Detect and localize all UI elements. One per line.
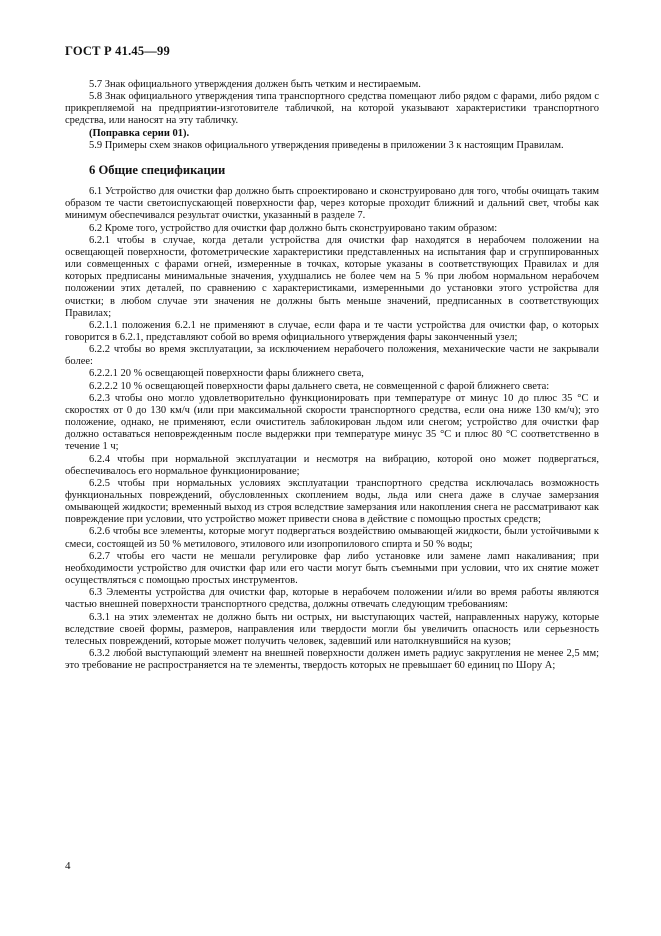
paragraph-6-2-6: 6.2.6 чтобы все элементы, которые могут подвергаться воздействию омывающей жидкости, были устойчивыми к смеси, состоящей из 50 % метилового, этилового или изопропилового спирта и 50 % воды; (65, 526, 599, 550)
paragraph-6-2-1: 6.2.1 чтобы в случае, когда детали устройства для очистки фар находятся в нерабочем положении на освещающей поверхности, фотометрические характеристики представленных на испытания фар и сгруппированных или совмещенных с фарами огней, измеренные в точках, которые указаны в соответствующих Правилах и для которых предписаны минимальные значения, ухудшались не более чем на 5 % при любом нормальном нерабочем положении этих деталей, по сравнению с характеристиками, измеренными до установки этого устройства для очистки; в любом случае эти значения не должны быть меньше значений, предписанных в соответствующих Правилах; (65, 234, 599, 319)
paragraph-6-2-2: 6.2.2 чтобы во время эксплуатации, за исключением нерабочего положения, механические части не закрывали более: (65, 344, 599, 368)
paragraph-5-7: 5.7 Знак официального утверждения должен быть четким и нестираемым. (89, 79, 421, 90)
document-body (65, 79, 599, 672)
paragraph-6-2-1-1: 6.2.1.1 положения 6.2.1 не применяют в случае, если фара и те части устройства для очистки фар, о которых говорится в 6.2.1, представляют собой во время официального утверждения фары законченный узел; (65, 319, 599, 343)
paragraph-6-2-2-2: 6.2.2.2 10 % освещающей поверхности фары дальнего света, не совмещенной с фарой ближнего света: (89, 380, 550, 392)
paragraph-6-3-2: 6.3.2 любой выступающий элемент на внешней поверхности должен иметь радиус закругления не менее 2,5 мм; это требование не распространяется на те элементы, твердость которых не превышает 60 единиц по Шору А; (65, 648, 599, 672)
paragraph-6-2-4: 6.2.4 чтобы при нормальной эксплуатации и несмотря на вибрацию, которой оно может подвергаться, обеспечивалось его нормальное функционирование; (65, 453, 599, 477)
paragraph-6-1: 6.1 Устройство для очистки фар должно быть спроектировано и сконструировано для того, чтобы очищать таким образом те части светоиспускающей поверхности фар, через которые проходит ближний и дальний свет, чтобы как минимум обеспечивался результат очистки, указанный в разделе 7. (65, 186, 599, 222)
document-header: ГОСТ Р 41.45—99 (65, 44, 170, 58)
section-title: 6 Общие спецификации (89, 162, 226, 177)
paragraph-6-2-5: 6.2.5 чтобы при нормальных условиях эксплуатации транспортного средства исключалась возможность функциональных повреждений, обусловленных скоплением воды, льда или снега даже в случае замерзания омывающей жидкости; временный выход из строя вследствие замерзания или накопления снега не рассматривают как повреждение при условии, что устройство может привести снова в действие с помощью простых средств; (65, 477, 599, 526)
paragraph-5-9: 5.9 Примеры схем знаков официального утверждения приведены в приложении 3 к настоящим Правилам. (89, 139, 564, 151)
page-number: 4 (65, 860, 71, 872)
paragraph-6-2-7: 6.2.7 чтобы его части не мешали регулировке фар либо установке или замене ламп накаливания; при необходимости устройство для очистки фар или его части могут быть съемными при условии, что их снятие может осуществляться с помощью простых инструментов. (65, 550, 599, 587)
paragraph-6-2-3: 6.2.3 чтобы оно могло удовлетворительно функционировать при температуре от минус 10 до плюс 35 °С и скоростях от 0 до 130 км/ч (или при максимальной скорости транспортного средства, если она ниже 130 км/ч); это положение, однако, не применяют, если очиститель заблокирован льдом или снегом; устройство для очистки фар должно оставаться неповрежденным после выдержки при температуре минус 35 °С и плюс 80 °С соответственно в течение 1 ч; (65, 392, 599, 453)
paragraph-6-2-2-1: 6.2.2.1 20 % освещающей поверхности фары ближнего света, (89, 368, 364, 380)
paragraph-6-3-1: 6.3.1 на этих элементах не должно быть ни острых, ни выступающих частей, направленных наружу, которые вследствие своей формы, размеров, направления или твердости могли бы увеличить опасность или серьезность телесных повреждений, которые может получить человек, задевший или натолкнувшийся на кузов; (65, 611, 599, 647)
paragraph-6-2: 6.2 Кроме того, устройство для очистки фар должно быть сконструировано таким образом: (89, 222, 498, 234)
paragraph-5-8: 5.8 Знак официального утверждения типа транспортного средства помещают либо рядом с фарами, либо рядом с прикрепляемой на предприятии-изготовителе табличкой, на которой указывают характеристики транспортного средства, или наносят на эту табличку. (65, 91, 599, 127)
amendment-note: (Поправка серии 01). (89, 127, 190, 139)
paragraph-6-3: 6.3 Элементы устройства для очистки фар, которые в нерабочем положении и/или во время работы являются частью внешней поверхности транспортного средства, должны отвечать следующим требованиям: (65, 587, 599, 611)
